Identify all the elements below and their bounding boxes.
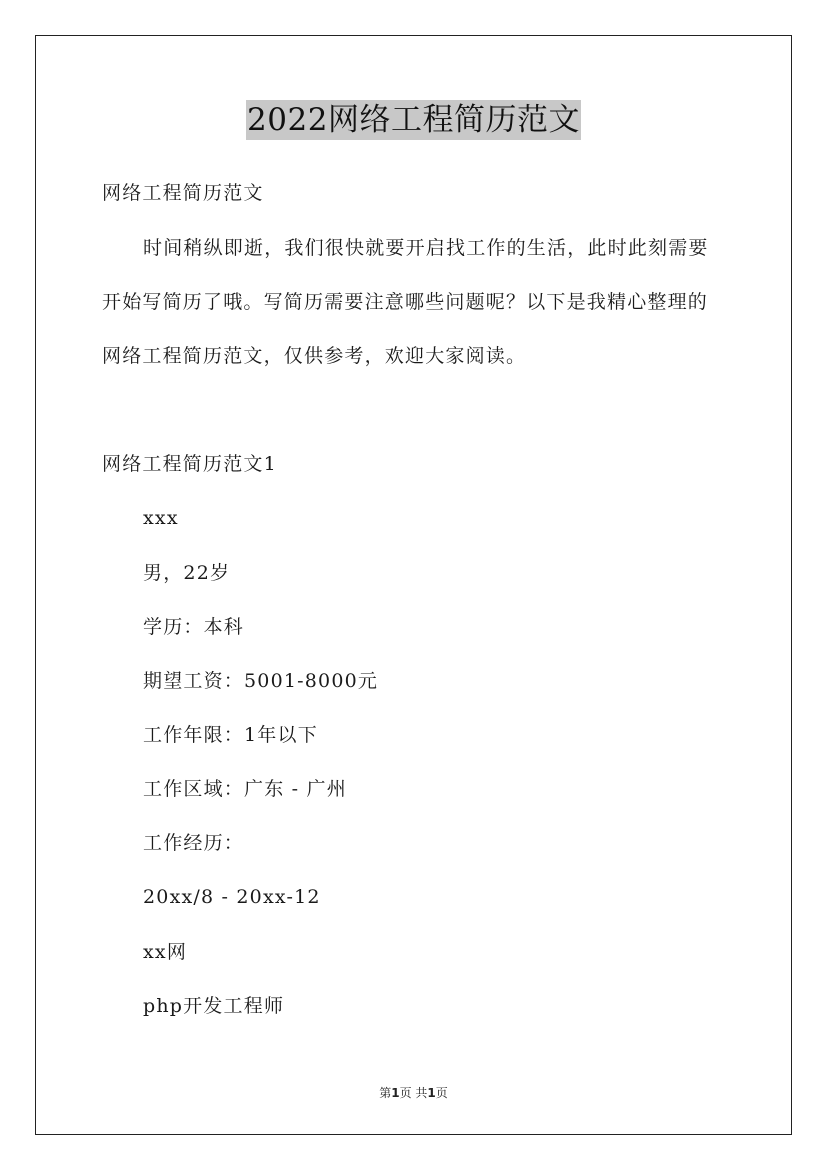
- document-title: 2022网络工程简历范文: [247, 102, 580, 138]
- section-heading: 网络工程简历范文1: [102, 453, 277, 475]
- footer-page-suffix: 页: [435, 1086, 448, 1100]
- footer-page-mid: 页 共: [399, 1086, 428, 1100]
- resume-company: xx网: [143, 941, 188, 963]
- document-subtitle: 网络工程简历范文: [102, 182, 264, 204]
- resume-work-years: 工作年限：1年以下: [143, 724, 318, 746]
- title-container: [0, 100, 827, 140]
- resume-name: xxx: [143, 507, 179, 529]
- resume-gender-age: 男，22岁: [143, 562, 231, 584]
- resume-education: 学历：本科: [143, 616, 245, 638]
- resume-experience-dates: 20xx/8 - 20xx-12: [143, 886, 321, 908]
- footer-page-prefix: 第: [379, 1086, 392, 1100]
- resume-work-area: 工作区域：广东 - 广州: [143, 778, 347, 800]
- resume-expected-salary: 期望工资：5001-8000元: [143, 670, 379, 692]
- page-footer: [0, 1084, 827, 1102]
- resume-position: php开发工程师: [143, 995, 285, 1017]
- resume-experience-heading: 工作经历：: [143, 832, 245, 854]
- intro-paragraph-line-3: 网络工程简历范文，仅供参考，欢迎大家阅读。: [102, 345, 527, 367]
- intro-paragraph-line-1: 时间稍纵即逝，我们很快就要开启找工作的生活，此时此刻需要: [143, 237, 709, 259]
- footer-current-page: 1: [391, 1086, 400, 1100]
- intro-paragraph-line-2: 开始写简历了哦。写简历需要注意哪些问题呢？以下是我精心整理的: [102, 291, 709, 313]
- footer-total-pages: 1: [427, 1086, 436, 1100]
